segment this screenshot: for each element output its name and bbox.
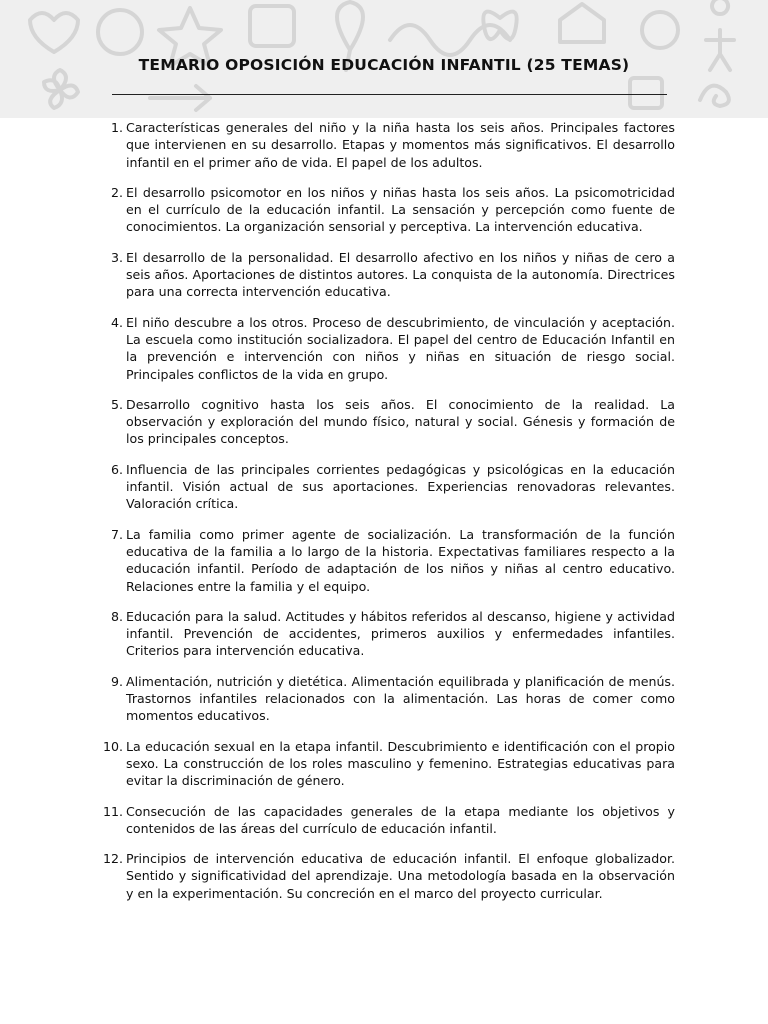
topic-text: La educación sexual en la etapa infantil. Descubrimiento e identificación con el propio sexo. La construcción de los roles masculino y femenino. Estrategias educativas para evitar la discriminación de género. bbox=[126, 738, 675, 789]
topic-item bbox=[0, 314, 768, 383]
house-doodle bbox=[560, 4, 604, 42]
topic-text: Educación para la salud. Actitudes y hábitos referidos al descanso, higiene y actividad infantil. Prevención de accidentes, primeros auxilios y enfermedades infantiles. Criterios para intervención educativa. bbox=[126, 608, 675, 659]
title-underline bbox=[112, 94, 667, 95]
topic-item bbox=[0, 850, 768, 902]
topic-item bbox=[0, 803, 768, 838]
topic-number: 7. bbox=[110, 526, 123, 542]
block-doodle bbox=[250, 6, 294, 46]
topic-text: El desarrollo psicomotor en los niños y niñas hasta los seis años. La psicomotricidad en el currículo de la educación infantil. La sensación y percepción como fuente de conocimientos. La organización sensorial y perceptiva. La intervención educativa. bbox=[126, 184, 675, 235]
topic-item bbox=[0, 526, 768, 595]
topic-text: Consecución de las capacidades generales de la etapa mediante los objetivos y contenidos de las áreas del currículo de educación infantil. bbox=[126, 803, 675, 836]
square-doodle bbox=[630, 78, 662, 108]
topic-number: 12. bbox=[102, 851, 123, 867]
topic-text: El desarrollo de la personalidad. El desarrollo afectivo en los niños y niñas de cero a seis años. Aportaciones de distintos autores. La conquista de la autonomía. Directrices para una correcta intervención educativa. bbox=[126, 249, 675, 300]
topic-item bbox=[0, 119, 768, 171]
topic-text: Principios de intervención educativa de educación infantil. El enfoque globalizador. Sentido y significatividad del aprendizaje. Una metodología basada en la observación y en la experimentación. Su concreción en el marco del proyecto curricular. bbox=[126, 851, 675, 901]
topic-number: 6. bbox=[110, 461, 123, 477]
topic-item bbox=[0, 461, 768, 513]
curl-doodle bbox=[700, 86, 729, 106]
topic-text: Desarrollo cognitivo hasta los seis años. El conocimiento de la realidad. La observación y exploración del mundo físico, natural y social. Génesis y formación de los principales conceptos. bbox=[126, 396, 675, 447]
topic-number: 5. bbox=[110, 396, 123, 412]
topic-number: 4. bbox=[110, 314, 123, 330]
topic-item bbox=[0, 608, 768, 660]
topic-item bbox=[0, 738, 768, 790]
topic-text: Influencia de las principales corrientes pedagógicas y psicológicas en la educación infantil. Visión actual de sus aportaciones. Experiencias renovadoras relevantes. Valoración crítica. bbox=[126, 461, 675, 512]
document-title: TEMARIO OPOSICIÓN EDUCACIÓN INFANTIL (25 TEMAS) bbox=[138, 56, 630, 74]
heart-doodle bbox=[30, 13, 78, 52]
topic-text: El niño descubre a los otros. Proceso de descubrimiento, de vinculación y aceptación. La escuela como institución socializadora. El papel del centro de Educación Infantil en la prevención e intervención con niños y niñas en situación de riesgo social. Principales conflictos de la vida en grupo. bbox=[126, 314, 675, 382]
topic-number: 11. bbox=[102, 803, 123, 819]
topic-list bbox=[0, 119, 768, 915]
topic-text: Alimentación, nutrición y dietética. Alimentación equilibrada y planificación de menús. Trastornos infantiles relacionados con la alimentación. Las horas de comer como momentos educativos. bbox=[126, 673, 675, 724]
topic-number: 8. bbox=[110, 608, 123, 624]
topic-number: 1. bbox=[110, 120, 123, 135]
topic-item bbox=[0, 249, 768, 301]
topic-text: Características generales del niño y la niña hasta los seis años. Principales factores que intervienen en su desarrollo. Etapas y momentos más significativos. El desarrollo infantil en el primer año de vida. El papel de los adultos. bbox=[126, 120, 675, 170]
page-header bbox=[0, 0, 768, 118]
arrow-doodle bbox=[150, 86, 210, 110]
topic-number: 10. bbox=[102, 738, 123, 754]
topic-item bbox=[0, 184, 768, 236]
flower-doodle bbox=[44, 70, 78, 108]
topic-item bbox=[0, 673, 768, 725]
topic-item bbox=[0, 396, 768, 448]
topic-number: 3. bbox=[110, 249, 123, 265]
topic-number: 2. bbox=[110, 184, 123, 200]
topic-text: La familia como primer agente de socialización. La transformación de la función educativa de la familia a lo largo de la historia. Expectativas familiares respecto a la educación infantil. Período de adaptación de los niños y niñas al centro educativo. Relaciones entre la familia y el equipo. bbox=[126, 526, 675, 594]
circle-doodle bbox=[98, 10, 142, 54]
topic-number: 9. bbox=[110, 673, 123, 689]
ring-doodle bbox=[642, 12, 678, 48]
